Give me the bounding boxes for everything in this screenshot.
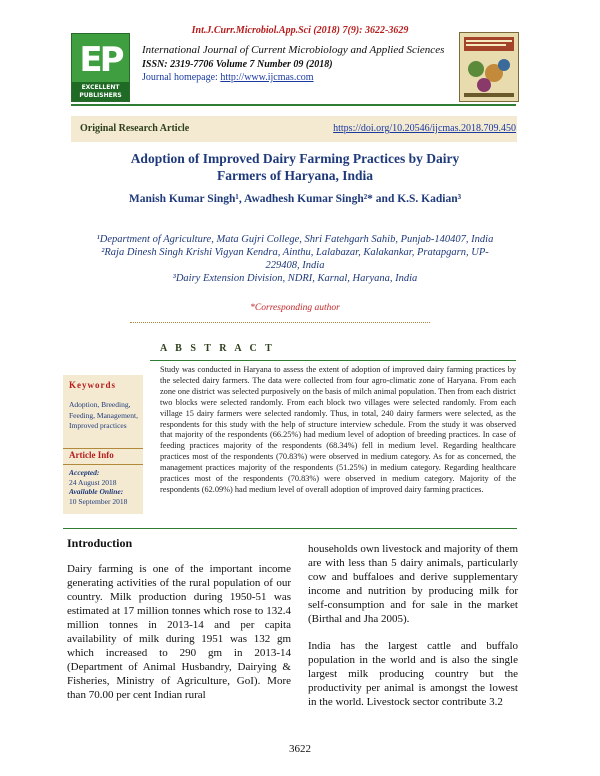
article-info-heading: Article Info	[69, 450, 114, 460]
accepted-label: Accepted:	[69, 468, 100, 477]
abstract-bottom-rule	[63, 528, 517, 529]
sidebar-divider	[63, 448, 143, 449]
journal-homepage	[142, 72, 314, 83]
author-list: Manish Kumar Singh¹, Awadhesh Kumar Singh²* and K.S. Kadian³	[128, 193, 462, 205]
affiliation-2: ²Raja Dinesh Singh Krishi Vigyan Kendra, Ainthu, Lalabazar, Kalakankar, Pratapgarn, UP-229408, India	[101, 247, 489, 271]
introduction-heading: Introduction	[67, 536, 133, 550]
online-date: 10 September 2018	[69, 496, 128, 506]
logo-text-2: PUBLISHERS	[79, 92, 122, 99]
logo-text-1: EXCELLENT	[81, 84, 120, 91]
homepage-label: Journal homepage:	[142, 72, 218, 83]
intro-paragraph-right-1: households own livestock and majority of them are with less than 5 dairy animals, particularly cow and buffaloes and derive supplementary income and nutrition by producing milk for self-consumption and for sale in the market (Birthal and Jha 2005).	[308, 543, 518, 625]
doi-link[interactable]: https://doi.org/10.20546/ijcmas.2018.709.450	[333, 123, 516, 134]
journal-cover-image	[459, 32, 519, 102]
header-rule	[71, 104, 516, 106]
publisher-logo: EP EXCELLENT PUBLISHERS	[71, 33, 130, 102]
article-info-dates	[69, 468, 145, 506]
affiliation-1: ¹Department of Agriculture, Mata Gujri College, Shri Fatehgarh Sahib, Punjab-140407, India	[96, 234, 494, 245]
page-number: 3622	[289, 743, 311, 755]
accepted-date: 24 August 2018	[69, 477, 117, 487]
abstract-text: Study was conducted in Haryana to assess the extent of adoption of improved dairy farming practices by the selected dairy farmers. The data were collected from four agro-climatic zone of Haryana. From each zone one district was selected purposively on the basis of milch animal population. Then from each district two blocks were selected randomly. From each block two villages were selected randomly. From each village 15 dairy farmers were selected randomly. Thus, in total, 240 dairy farmers were selected, as the respondents for this study with the help of structure interview schedule. From the study it was observed that majority of the respondents (66.25%) had medium level of adoption of breeding practices. In case of feeding practices majority of the respondents (68.34%) fell in medium level. Regarding healthcare practices most of the respondents (70.83%) were observed in medium category. As for as concerned, the management practices majority of the respondents (51.25%) in medium category. Regarding healthcare practices most of the respondents (70.83%) were observed in medium category. Majority of the respondents (62.09%) had medium level of overall adoption of improved dairy farming practices.	[160, 365, 516, 494]
keywords-heading: Keywords	[69, 380, 116, 390]
journal-name: International Journal of Current Microbiology and Applied Sciences	[142, 44, 445, 56]
separator	[130, 322, 430, 323]
intro-paragraph-right-2: India has the largest cattle and buffalo population in the world and is also the single largest milk producing country but the productivity per animal is amongst the lowest in the world. Livestock sector contribute 3.2	[308, 640, 518, 708]
online-label: Available Online:	[69, 487, 124, 496]
homepage-link[interactable]: http://www.ijcmas.com	[220, 72, 314, 83]
affiliation-3: ³Dairy Extension Division, NDRI, Karnal, Haryana, India	[172, 273, 418, 284]
issn-line: ISSN: 2319-7706 Volume 7 Number 09 (2018)	[142, 59, 333, 70]
sidebar-divider-2	[63, 464, 143, 465]
article-type: Original Research Article	[80, 123, 190, 134]
intro-column-right	[308, 542, 518, 722]
intro-paragraph-left: Dairy farming is one of the important income generating activities of the rural population of our country. Milk production during 1950-51 was estimated at 17 million tonnes which rose to 132.4 million tonnes in 2013-14 and per capita availability of milk during 1951 was 132 gm which increased to 290 gm in 2013-14 (Department of Animal Husbandry, Dairying & Fisheries, Ministry of Agriculture, GoI). More than 70.00 per cent Indian rural	[67, 563, 291, 701]
article-title: Adoption of Improved Dairy Farming Practices by Dairy Farmers of Haryana, India	[130, 151, 460, 183]
journal-citation: Int.J.Curr.Microbiol.App.Sci (2018) 7(9): 3622-3629	[191, 25, 409, 36]
abstract-rule	[150, 360, 516, 361]
affiliations	[90, 233, 500, 285]
abstract-heading: A B S T R A C T	[160, 343, 275, 354]
keywords-list: Adoption, Breeding, Feeding, Management, Improved practices	[69, 400, 138, 430]
corresponding-author: *Corresponding author	[250, 303, 340, 313]
